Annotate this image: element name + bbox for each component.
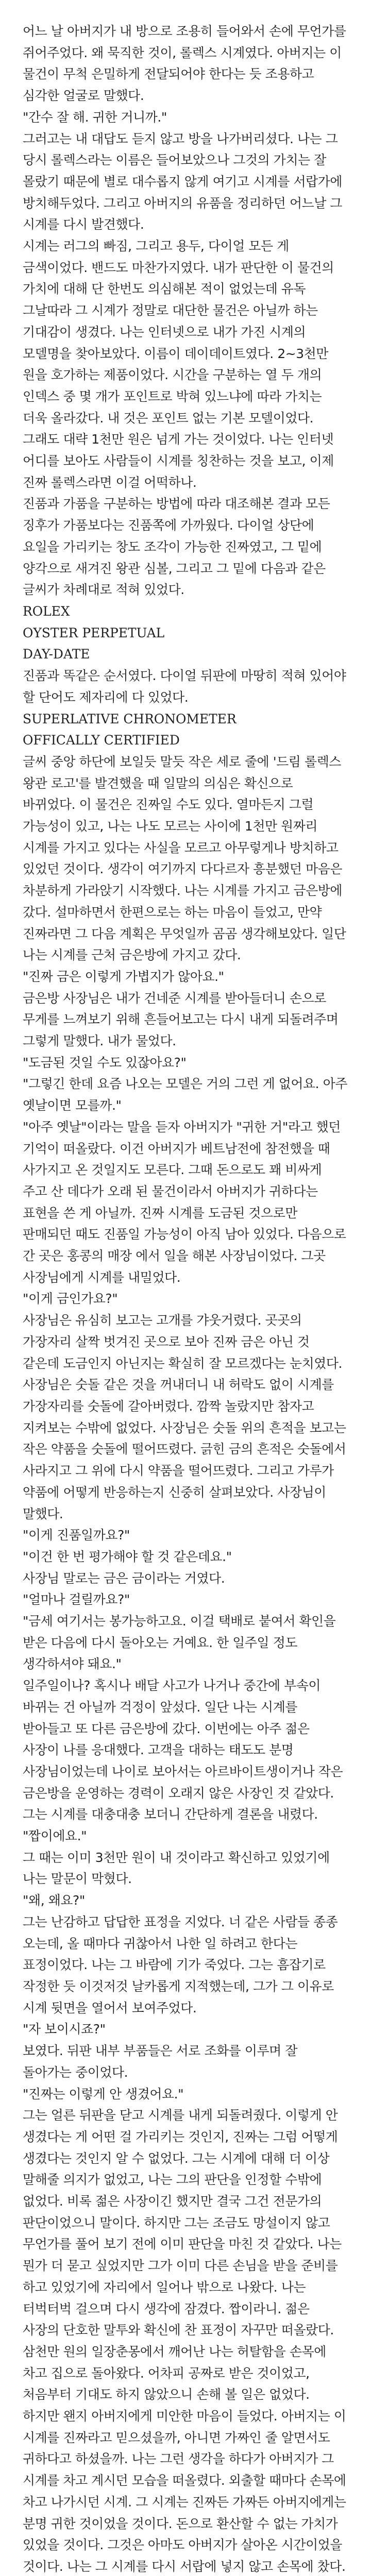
story-paragraph: 그러고는 내 대답도 듣지 않고 방을 나가버리셨다. 나는 그 당시 롤렉스라는 이름은 들어보았으나 그것의 가치는 잘 몰랐기 때문에 별로 대수롭지 않게 여기고 시계를 서랍가에 방치해두었다. 그리고 아버지의 유품을 정리하던 어느날 그 시계를 다시 발견했다. xyxy=(23,131,343,232)
story-paragraph: 그는 난감하고 답답한 표정을 지었다. 너 같은 사람들 종종 오는데, 올 때마다 귀찮아서 나한 일 하려고 한다는 표정이었다. 나는 그 바람에 기가 죽었다. 그는 흠잡기로 작정한 듯 이것저것 날카롭게 지적했는데, 그가 그 이유로 시계 뒷면을 열어서 보여주었다. xyxy=(23,1914,338,2015)
story-paragraph: ROLEX xyxy=(23,603,70,619)
story-paragraph: "아주 옛날"이라는 말을 듣자 아버지가 "귀한 거"라고 했던 기억이 떠올랐다. 이건 아버지가 베트남전에 참전했을 때 사가지고 온 것일지도 모른다. 그때 돈으로도 꽤 비싸게 주고 산 데다가 오래 된 물건이라서 아버지가 귀하다는 표현을 쓴 게 아닐까. 진짜 시계를 도금된 것으로만 판매되던 때도 진품일 가능성이 아직 남아 있었다. 다음으로 간 곳은 홍콩의 매장 에서 일을 해본 사장님이었다. 그곳 사장님에게 시계를 내밀었다. xyxy=(23,1119,346,1285)
story-paragraph: 진품과 똑같은 순서였다. 다이얼 뒤판에 마땅히 적혀 있어야 할 단어도 제자리에 다 있었다. xyxy=(23,668,346,705)
story-paragraph: 삼천만 원의 일장춘몽에서 깨어난 나는 허탈함을 손목에 차고 집으로 돌아왔다. 어차피 공짜로 받은 것이었고, 처음부터 기대도 하지 않았으니 손해 볼 일은 없었다. 하지만 왠지 아버지에게 미안한 마음이 들었다. 아버지는 이 시계를 진짜라고 믿으셨을까, 아니면 가짜인 줄 알면서도 귀하다고 하셨을까. 나는 그런 생각을 하다가 아버지가 그 시계를 차고 계시던 모습을 떠올렸다. 외출할 때마다 손목에 차고 나가시던 시계. 그 시계는 진짜든 가짜든 아버지에게는 분명 귀한 것이었을 것이다. 돈으로 환산할 수 없는 가치가 있었을 것이다. 그것은 아마도 아버지가 살아온 시간이었을 것이다. 나는 그 시계를 다시 서랍에 넣지 않고 손목에 찼다. xyxy=(23,2344,346,2574)
story-paragraph: "간수 잘 해. 귀한 거니까." xyxy=(23,109,167,125)
story-paragraph: "이건 한 번 평가해야 할 것 같은데요." xyxy=(23,1549,232,1564)
story-paragraph: 어느 날 아버지가 내 방으로 조용히 들어와서 손에 무언가를 쥐어주었다. 왜 묵직한 것이, 롤렉스 시계였다. 아버지는 이 물건이 무척 은밀하게 전달되어야 한다는 듯 조용하고 심각한 얼굴로 말했다. xyxy=(23,24,346,104)
story-paragraph: 시계는 러그의 빠짐, 그리고 용두, 다이얼 모든 게 금색이었다. 밴드도 마찬가지였다. 내가 판단한 이 물건의 가치에 대해 단 한번도 의심해본 적이 없었는데 유독 그날따라 그 시계가 정말로 대단한 물건은 아닐까 하는 기대감이 생겼다. 나는 인터넷으로 내가 가진 시계의 모델명을 찾아보았다. 이름이 데이데이트였다. 2~3천만 원을 호가하는 제품이었다. 시간을 구분하는 열 두 개의 인덱스 중 몇 개가 포인트로 박혀 있느냐에 따라 가치는 더욱 올라갔다. 내 것은 포인트 없는 기본 모델이었다. 그래도 대략 1천만 원은 넘게 가는 것이었다. 나는 인터넷 어디를 보아도 사람들이 시계를 칭찬하는 것을 보고, 이제 진짜 롤렉스라면 이걸 어떡하나. xyxy=(23,239,334,490)
story-paragraph: "금세 여기서는 봉가능하고요. 이걸 택배로 붙여서 확인을 받은 다음에 다시 돌아오는 거예요. 한 일주일 정도 생각하셔야 돼요." xyxy=(23,1614,336,1672)
story-paragraph: 사장님은 유심히 보고는 고개를 갸웃거렸다. 곳곳의 가장자리 살짝 벗겨진 곳으로 보아 진짜 금은 아닌 것 같은데 도금인지 아닌지는 확실히 잘 모르겠다는 눈치였다. 사장님은 숫돌 같은 것을 꺼내더니 내 허락도 없이 시계를 가장자리를 숫돌에 갈아버렸다. 깜짝 놀랐지만 참자고 지켜보는 수밖에 없었다. 사장님은 숫돌 위의 흔적을 보고는 작은 약품을 숫돌에 떨어뜨렸다. 긁힌 금의 흔적은 숫돌에서 사라지고 그 위에 다시 약품을 떨어뜨렸다. 그리고 가루가 약품에 어떻게 반응하는지 신중히 살펴보았다. 사장님이 말했다. xyxy=(23,1313,346,1521)
story-paragraph: "얼마나 걸릴까요?" xyxy=(23,1592,130,1607)
story-paragraph: OFFICALLY CERTIFIED xyxy=(23,733,180,748)
story-body xyxy=(23,21,348,2576)
story-paragraph: "도금된 것일 수도 있잖아요?" xyxy=(23,1055,187,1070)
story-paragraph: "자 보이시죠?" xyxy=(23,2022,106,2037)
story-paragraph: "이게 금인가요?" xyxy=(23,1291,118,1307)
story-paragraph: 글씨 중앙 하단에 보일듯 말듯 작은 세로 줄에 '드림 롤렉스 왕관 로고'를 발견했을 때 일말의 의심은 확신으로 바뀌었다. 이 물건은 진짜일 수도 있다. 열마든지 그럴 가능성이 있고, 나는 나도 모르는 사이에 1천만 원짜리 시계를 가지고 있다는 사실을 모르고 아무렇게나 방치하고 있었던 것이다. 생각이 여기까지 다다르자 흥분했던 마음은 차분하게 가라앉기 시작했다. 나는 시계를 가지고 금은방에 갔다. 설마하면서 한편으로는 하는 마음이 들었고, 만약 진짜라면 그 다음 계획은 무엇일까 곰곰 생각해보았다. 일단 나는 시계를 근처 금은방에 가지고 갔다. xyxy=(23,754,346,963)
story-paragraph: 진품과 가품을 구분하는 방법에 따라 대조해본 결과 모든 징후가 가품보다는 진품쪽에 가까웠다. 다이얼 상단에 요일을 가리키는 창도 조각이 가능한 진짜였고, 그 밑에 양각으로 새겨진 왕관 심볼, 그리고 그 밑에 다음과 같은 글씨가 차례대로 적혀 있었다. xyxy=(23,496,330,598)
story-paragraph: "왜, 왜요?" xyxy=(23,1893,85,1908)
story-paragraph: OYSTER PERPETUAL xyxy=(23,625,165,640)
story-paragraph: 사장님 말로는 금은 금이라는 거였다. xyxy=(23,1570,225,1586)
story-paragraph: "이게 진품일까요?" xyxy=(23,1528,130,1543)
story-paragraph: 그 때는 이미 3천만 원이 내 것이라고 확신하고 있었기에 나는 말문이 막혔다. xyxy=(23,1850,330,1887)
story-paragraph: DAY-DATE xyxy=(23,647,90,662)
story-paragraph: "그렇긴 한데 요즘 나오는 모델은 거의 그런 게 없어요. 아주 옛날이면 모를까." xyxy=(23,1076,347,1113)
story-paragraph: "짭이에요." xyxy=(23,1828,87,1844)
story-paragraph: 일주일이나? 혹시나 배달 사고가 나거나 중간에 부속이 바뀌는 건 아닐까 걱정이 앞섰다. 일단 나는 시계를 받아들고 또 다른 금은방에 갔다. 이번에는 아주 젊은 사장이 나를 응대했다. 고객을 대하는 태도도 분명 사장님이었는데 나이로 보아서는 아르바이트생이거나 작은 금은방을 운영하는 경력이 오래지 않은 사장인 것 같았다. 그는 시계를 대충대충 보더니 간단하게 결론을 내렸다. xyxy=(23,1678,343,1822)
story-paragraph: 보였다. 뒤판 내부 부품들은 서로 조화를 이루며 잘 돌아가는 중이었다. xyxy=(23,2043,297,2080)
story-paragraph: SUPERLATIVE CHRONOMETER xyxy=(23,711,237,726)
story-paragraph: 금은방 사장님은 내가 건네준 시계를 받아들더니 손으로 무게를 느껴보기 위해 흔들어보고는 다시 내게 되돌려주며 그렇게 말했다. 내가 물었다. xyxy=(23,990,339,1049)
story-paragraph: "진짜 금은 이렇게 가볍지가 않아요." xyxy=(23,969,224,984)
story-paragraph: 그는 얼른 뒤판을 닫고 시계를 내게 되돌려줬다. 이렇게 안 생겼다는 게 어떤 걸 가리키는 것인지, 진짜는 그럼 어떻게 생겼다는 것인지 알 수 없었다. 그는 시계에 대해 더 이상 말해줄 의지가 없었고, 나는 그의 판단을 인정할 수밖에 없었다. 비록 젊은 사장이긴 했지만 결국 그건 전문가의 판단이었으니 말이다. 하지만 그는 조금도 망설이지 않고 무언가를 풀어 보기 전에 이미 판단을 마친 것 같았다. 나는 뭔가 더 묻고 싶었지만 그가 이미 다른 손님을 받을 준비를 하고 있었기에 자리에서 일어나 밖으로 나왔다. 나는 터벅터벅 걸으며 다시 생각에 잠겼다. 짭이라니. 젊은 사장의 단호한 말투와 확신에 찬 표정이 자꾸만 떠올랐다. xyxy=(23,2108,342,2338)
story-paragraph: "진짜는 이렇게 안 생겼어요." xyxy=(23,2086,184,2102)
